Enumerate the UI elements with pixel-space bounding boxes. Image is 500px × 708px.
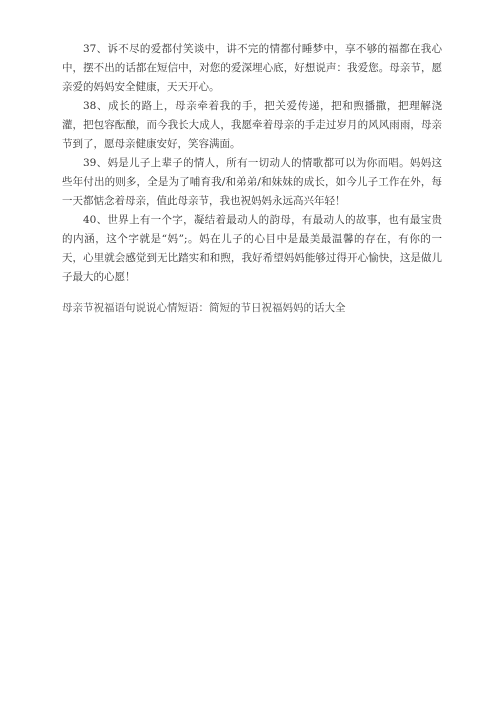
document-body bbox=[62, 40, 442, 287]
paragraph-37: 37、诉不尽的爱都付笑谈中，讲不完的情都付睡梦中，享不够的福都在我心中，摆不出的话都在短信中，对您的爱深埋心底，好想说声：我爱您。母亲节，愿亲爱的妈妈安全健康，天天开心。 bbox=[62, 43, 442, 93]
footer-title: 母亲节祝福语句说说心情短语：简短的节日祝福妈妈的话大全 bbox=[62, 302, 346, 314]
paragraph-40: 40、世界上有一个字，凝结着最动人的韵母，有最动人的故事，也有最宝贵的内涵，这个字就是“妈”;。妈在儿子的心目中是最美最温馨的存在，有你的一天，心里就会感觉到无比踏实和和煦，我好希望妈妈能够过得开心愉快，这是做儿子最大的心愿！ bbox=[62, 214, 442, 283]
paragraph-38: 38、成长的路上，母亲牵着我的手，把关爱传递，把和煦播撒，把理解浇灌，把包容酝酿，而今我长大成人，我愿牵着母亲的手走过岁月的风风雨雨，母亲节到了，愿母亲健康安好，笑容满面。 bbox=[62, 100, 442, 150]
paragraph-39: 39、妈是儿子上辈子的情人，所有一切动人的情歌都可以为你而唱。妈妈这些年付出的则多，全是为了哺育我/和弟弟/和妹妹的成长，如今儿子工作在外，每一天都惦念着母亲，值此母亲节，我也祝妈妈永远高兴年轻！ bbox=[62, 157, 442, 207]
